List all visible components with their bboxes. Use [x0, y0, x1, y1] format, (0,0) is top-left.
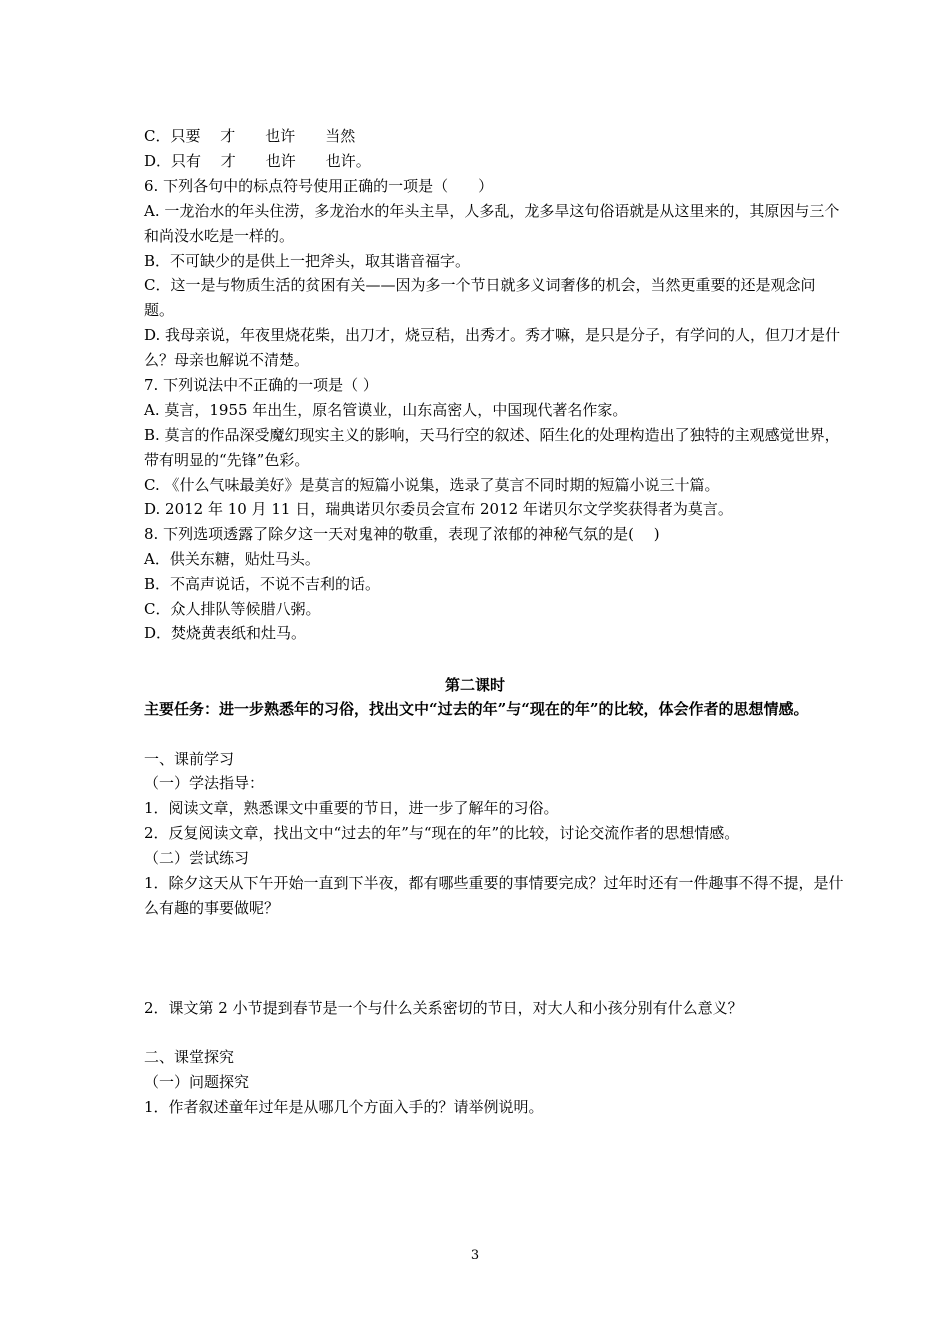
question-explore-item-1: 1．作者叙述童年过年是从哪几个方面入手的？请举例说明。 [144, 1098, 544, 1116]
question-7-option-d: D. 2012 年 10 月 11 日，瑞典诺贝尔委员会宣布 2012 年诺贝尔文学奖获得者为莫言。 [144, 500, 733, 518]
option-d: D．只有 才 也许 也许。 [144, 152, 371, 170]
question-6-option-a: A. 一龙治水的年头住涝，多龙治水的年头主旱，人多乱，龙多旱这句俗语就是从这里来的，其原因与三个和尚没水吃是一样的。 [144, 202, 840, 245]
question-7-option-c: C. 《什么气味最美好》是莫言的短篇小说集，选录了莫言不同时期的短篇小说三十篇。 [144, 476, 720, 494]
study-guide-heading: （一）学法指导： [144, 774, 265, 792]
question-explore-heading: （一）问题探究 [144, 1073, 250, 1091]
question-6: 6. 下列各句中的标点符号使用正确的一项是（ ） [144, 177, 494, 195]
practice-item-1: 1．除夕这天从下午开始一直到下半夜，都有哪些重要的事情要完成？过年时还有一件趣事不得不提，是什么有趣的事要做呢？ [144, 874, 844, 917]
question-6-option-d: D. 我母亲说，年夜里烧花柴，出刀才，烧豆秸，出秀才。秀才嘛，是只是分子，有学问的人，但刀才是什么？母亲也解说不清楚。 [144, 326, 841, 369]
practice-item-2: 2．课文第 2 小节提到春节是一个与什么关系密切的节日，对大人和小孩分别有什么意义？ [144, 999, 743, 1017]
question-7-option-a: A. 莫言，1955 年出生，原名管谟业，山东高密人，中国现代著名作家。 [144, 401, 628, 419]
question-8: 8. 下列选项透露了除夕这一天对鬼神的敬重，表现了浓郁的神秘气氛的是( ) [144, 525, 660, 543]
page-number: 3 [470, 1248, 480, 1263]
question-8-option-c: C．众人排队等候腊八粥。 [144, 600, 321, 618]
pre-study-heading: 一、课前学习 [144, 750, 235, 768]
option-c: C．只要 才 也许 当然 [144, 127, 356, 145]
question-6-option-c: C．这一是与物质生活的贫困有关——因为多一个节日就多义词奢侈的机会，当然更重要的还是观念问题。 [144, 276, 816, 319]
practice-heading: （二）尝试练习 [144, 849, 250, 867]
study-guide-item-2: 2．反复阅读文章，找出文中“过去的年”与“现在的年”的比较，讨论交流作者的思想情感。 [144, 824, 740, 842]
question-8-option-d: D．焚烧黄表纸和灶马。 [144, 624, 307, 642]
question-7: 7. 下列说法中不正确的一项是（ ） [144, 376, 378, 394]
question-8-option-b: B．不高声说话，不说不吉利的话。 [144, 575, 381, 593]
class-explore-heading: 二、课堂探究 [144, 1048, 235, 1066]
question-7-option-b: B. 莫言的作品深受魔幻现实主义的影响，天马行空的叙述、陌生化的处理构造出了独特的主观感觉世界，带有明显的“先锋”色彩。 [144, 426, 840, 469]
question-8-option-a: A．供关东糖，贴灶马头。 [144, 550, 320, 568]
question-6-option-b: B．不可缺少的是供上一把斧头，取其谐音福字。 [144, 252, 471, 270]
main-task: 主要任务：进一步熟悉年的习俗，找出文中“过去的年”与“现在的年”的比较，体会作者的思想情感。 [144, 700, 809, 718]
section-title: 第二课时 [444, 676, 505, 694]
study-guide-item-1: 1．阅读文章，熟悉课文中重要的节日，进一步了解年的习俗。 [144, 799, 559, 817]
